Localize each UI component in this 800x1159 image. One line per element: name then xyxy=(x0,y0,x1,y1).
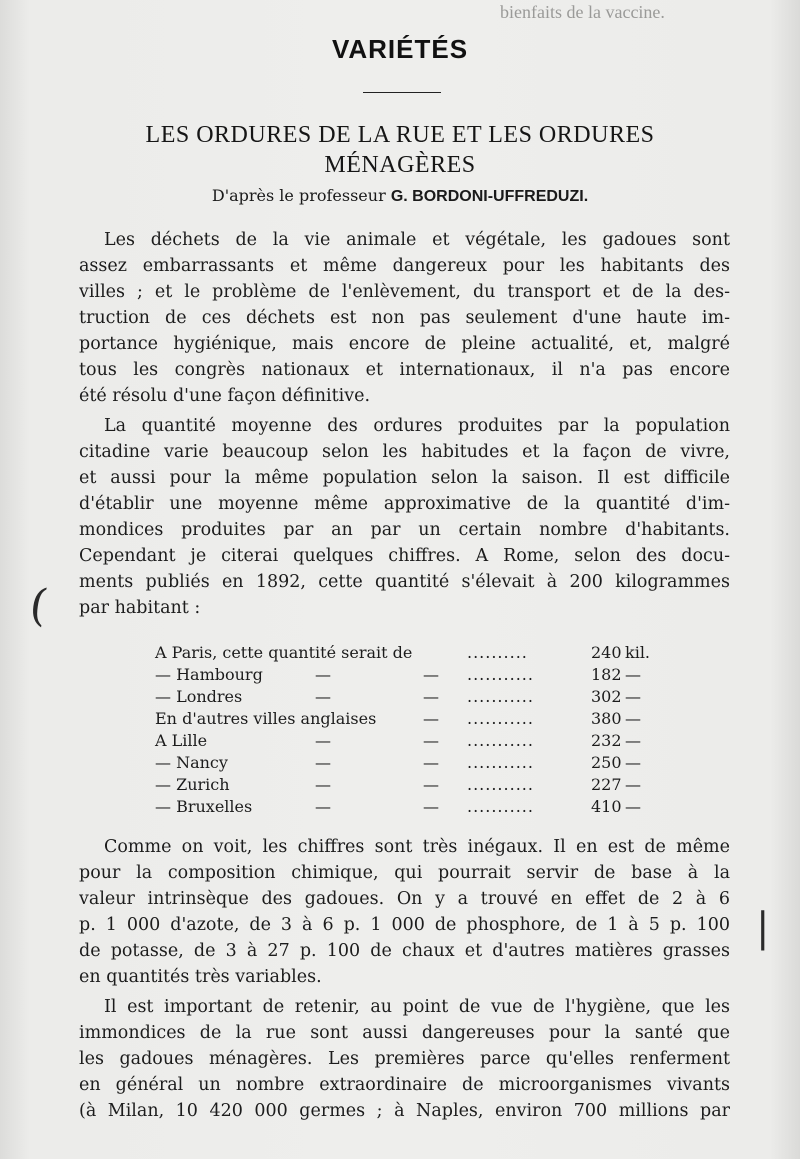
row-ditto: — xyxy=(315,731,331,750)
row-city: — Bruxelles xyxy=(155,797,253,816)
row-ditto: — xyxy=(315,753,331,772)
row-ditto: — xyxy=(423,687,439,706)
table-row xyxy=(155,730,675,752)
row-leader: .......... xyxy=(467,643,528,662)
article-title-line-2: MÉNAGÈRES xyxy=(324,152,476,178)
paragraph-3-line: en quantités très variables. xyxy=(79,967,322,987)
paragraph-3-line: de potasse, de 3 à 27 p. 100 de chaux et d'autres matières grasses xyxy=(79,941,730,961)
row-unit: — xyxy=(625,753,641,772)
paragraph-1-line: tous les congrès nationaux et internationaux, il n'a pas encore xyxy=(79,360,730,380)
byline-author: G. BORDONI-UFFREDUZI. xyxy=(390,188,589,205)
row-ditto: — xyxy=(315,687,331,706)
paragraph-2-line: citadine varie beaucoup selon les habitudes et la façon de vivre, xyxy=(79,442,730,462)
row-value: 227 xyxy=(591,775,622,794)
row-ditto: — xyxy=(423,665,439,684)
paragraph-4-line: les gadoues ménagères. Les premières parce qu'elles renferment xyxy=(79,1049,730,1069)
article-byline xyxy=(0,186,800,206)
row-unit: — xyxy=(625,687,641,706)
paragraph-2-line: La quantité moyenne des ordures produites par la population xyxy=(104,416,730,436)
paragraph-1-line: villes ; et le problème de l'enlèvement, du transport et de la des- xyxy=(79,282,730,302)
row-ditto: — xyxy=(423,775,439,794)
article-title xyxy=(60,120,740,180)
row-leader: ........... xyxy=(467,753,534,772)
row-ditto: — xyxy=(423,709,439,728)
paragraph-1-line: été résolu d'une façon définitive. xyxy=(79,386,371,406)
row-leader: ........... xyxy=(467,797,534,816)
row-value: 182 xyxy=(591,665,622,684)
paragraph-1-line: portance hygiénique, mais encore de pleine actualité, et, malgré xyxy=(79,334,730,354)
row-value: 380 xyxy=(591,709,622,728)
row-leader: ........... xyxy=(467,775,534,794)
paragraph-2-line: ments publiés en 1892, cette quantité s'élevait à 200 kilogrammes xyxy=(79,572,730,592)
section-heading: VARIÉTÉS xyxy=(331,34,469,64)
paragraph-4-line: immondices de la rue sont aussi dangereuses pour la santé que xyxy=(79,1023,730,1043)
row-city: — Nancy xyxy=(155,753,228,772)
row-unit: — xyxy=(625,709,641,728)
paragraph-1-line: truction de ces déchets est non pas seulement d'une haute im- xyxy=(79,308,730,328)
byline-prefix: D'après le professeur xyxy=(211,186,386,205)
table-row xyxy=(155,686,675,708)
row-value: 240 xyxy=(591,643,622,662)
paragraph-2-line: par habitant : xyxy=(79,598,201,618)
table-row xyxy=(155,708,675,730)
paragraph-4-line: (à Milan, 10 420 000 germes ; à Naples, environ 700 millions par xyxy=(79,1101,730,1121)
bleed-through-text: bienfaits de la vaccine. xyxy=(500,2,665,22)
margin-pencil-mark: ( xyxy=(26,579,51,632)
row-unit: kil. xyxy=(625,643,651,662)
paragraph-1-line: assez embarrassants et même dangereux pour les habitants des xyxy=(79,256,730,276)
row-leader: ........... xyxy=(467,709,534,728)
row-leader: ........... xyxy=(467,731,534,750)
row-ditto: — xyxy=(423,797,439,816)
row-city: — Hambourg xyxy=(155,665,263,684)
paragraph-3-line: pour la composition chimique, qui pourrait servir de base à la xyxy=(79,863,730,883)
row-value: 250 xyxy=(591,753,622,772)
paragraph-3-line: Comme on voit, les chiffres sont très inégaux. Il en est de même xyxy=(104,837,730,857)
paragraph-2-line: mondices produites par an par un certain nombre d'habitants. xyxy=(79,520,730,540)
row-value: 232 xyxy=(591,731,622,750)
paragraph-2-line: Cependant je citerai quelques chiffres. A Rome, selon des docu- xyxy=(79,546,730,566)
row-leader: ........... xyxy=(467,665,534,684)
paragraph-4-line: en général un nombre extraordinaire de microorganismes vivants xyxy=(79,1075,730,1095)
row-unit: — xyxy=(625,731,641,750)
row-ditto: — xyxy=(315,665,331,684)
row-city: — Zurich xyxy=(155,775,230,794)
table-row xyxy=(155,774,675,796)
row-city: — Londres xyxy=(155,687,243,706)
row-value: 302 xyxy=(591,687,622,706)
table-row xyxy=(155,796,675,818)
paragraph-2-line: et aussi pour la même population selon la saison. Il est difficile xyxy=(79,468,730,488)
row-city: En d'autres villes anglaises xyxy=(155,709,377,728)
row-ditto: — xyxy=(315,797,331,816)
paragraph-1-line: Les déchets de la vie animale et végétale, les gadoues sont xyxy=(104,230,730,250)
row-city: A Lille xyxy=(155,731,208,750)
table-row xyxy=(155,664,675,686)
row-unit: — xyxy=(625,665,641,684)
table-row xyxy=(155,642,675,664)
row-unit: — xyxy=(625,775,641,794)
row-ditto: — xyxy=(423,753,439,772)
article-title-line-1: LES ORDURES DE LA RUE ET LES ORDURES xyxy=(145,122,655,148)
margin-pencil-mark: | xyxy=(756,905,770,951)
row-unit: — xyxy=(625,797,641,816)
row-ditto: — xyxy=(423,731,439,750)
row-ditto: — xyxy=(315,775,331,794)
paragraph-3-line: valeur intrinsèque des gadoues. On y a trouvé en effet de 2 à 6 xyxy=(79,889,730,909)
paragraph-2-line: d'établir une moyenne même approximative de la quantité d'im- xyxy=(79,494,730,514)
table-row xyxy=(155,752,675,774)
paragraph-4-line: Il est important de retenir, au point de vue de l'hygiène, que les xyxy=(104,997,730,1017)
row-leader: ........... xyxy=(467,687,534,706)
paragraph-3-line: p. 1 000 d'azote, de 3 à 6 p. 1 000 de phosphore, de 1 à 5 p. 100 xyxy=(79,915,730,935)
heading-rule xyxy=(363,92,441,93)
row-value: 410 xyxy=(591,797,622,816)
row-city: A Paris, cette quantité serait de xyxy=(155,643,413,662)
